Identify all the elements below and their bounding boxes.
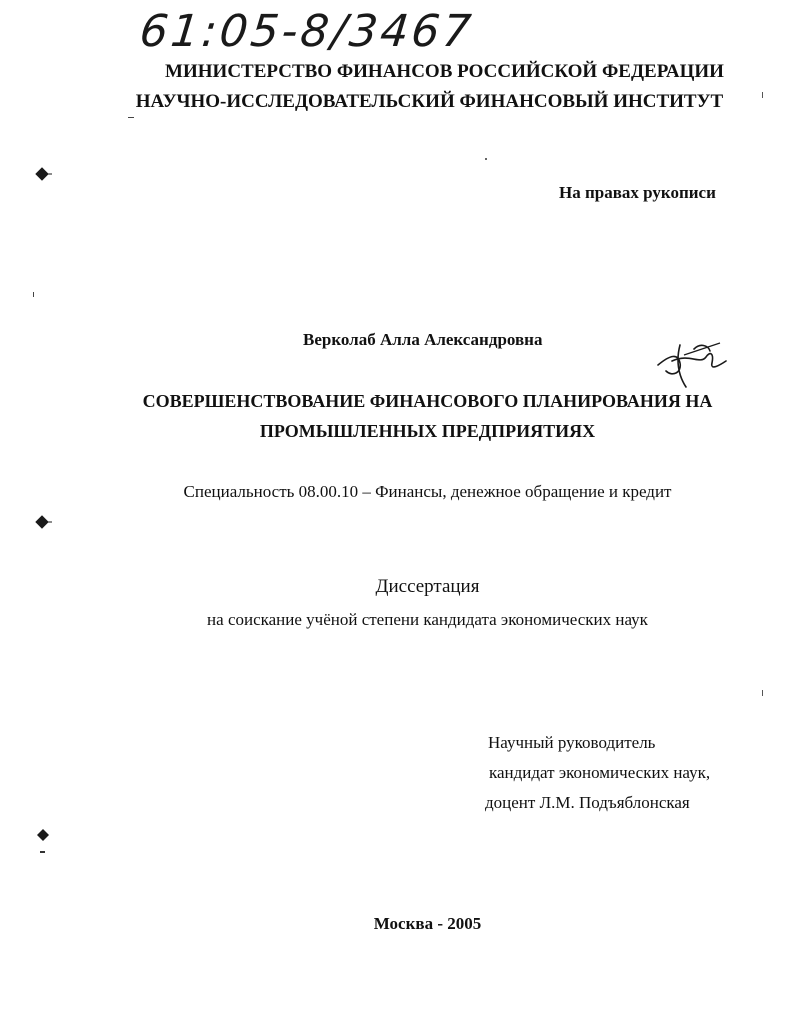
- scan-speck: [40, 851, 45, 853]
- document-type: Диссертация: [375, 576, 480, 597]
- dissertation-title-line-2: ПРОМЫШЛЕННЫХ ПРЕДПРИЯТИЯХ: [259, 421, 596, 441]
- dissertation-title-line-1: СОВЕРШЕНСТВОВАНИЕ ФИНАНСОВОГО ПЛАНИРОВАНИЯ НА: [142, 391, 713, 411]
- scan-speck: [33, 292, 34, 297]
- specialty-line: Специальность 08.00.10 – Финансы, денежное обращение и кредит: [183, 482, 672, 501]
- signature-mark: [650, 335, 730, 390]
- institute-heading: НАУЧНО-ИССЛЕДОВАТЕЛЬСКИЙ ФИНАНСОВЫЙ ИНСТИТУТ: [135, 91, 724, 112]
- ministry-heading: МИНИСТЕРСТВО ФИНАНСОВ РОССИЙСКОЙ ФЕДЕРАЦИИ: [165, 61, 724, 82]
- scan-speck-icon: [34, 166, 54, 182]
- supervisor-label: Научный руководитель: [488, 733, 656, 752]
- rights-note: На правах рукописи: [559, 183, 716, 202]
- scan-speck: [762, 690, 763, 696]
- supervisor-name: доцент Л.М. Подъяблонская: [485, 793, 690, 812]
- degree-line: на соискание учёной степени кандидата экономических наук: [207, 610, 648, 629]
- scan-speck: [128, 117, 134, 118]
- scan-speck: [762, 92, 763, 98]
- city-year: Москва - 2005: [373, 914, 482, 933]
- handwritten-manuscript-number: 61:05-8/3467: [137, 6, 477, 57]
- supervisor-degree: кандидат экономических наук,: [489, 763, 711, 782]
- scan-speck-icon: [34, 826, 54, 844]
- scan-speck-icon: [34, 514, 54, 530]
- scan-speck: [485, 158, 487, 160]
- author-name: Верколаб Алла Александровна: [303, 330, 543, 349]
